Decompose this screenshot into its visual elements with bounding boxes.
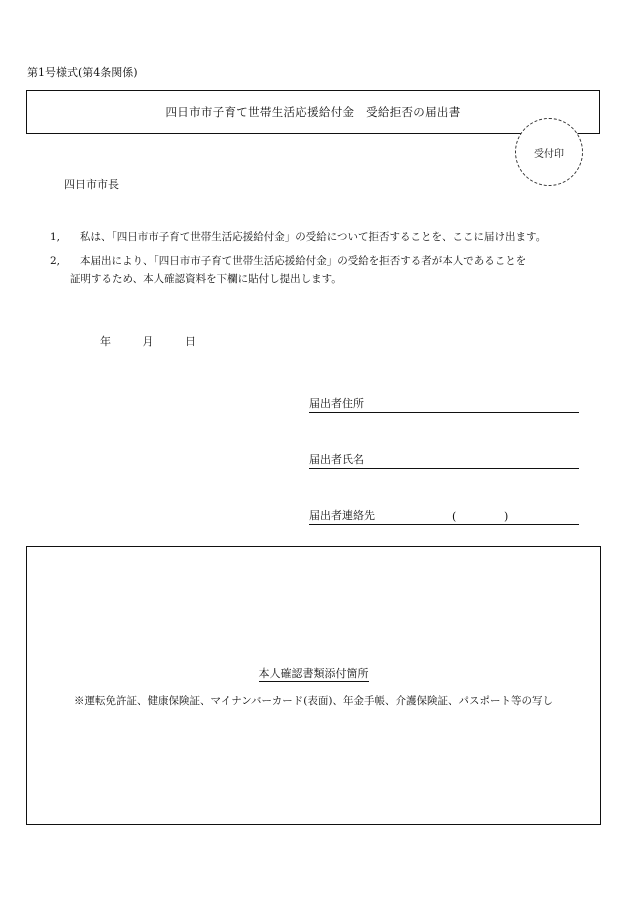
addressee: 四日市市長 — [64, 178, 119, 191]
contact-paren-open: ( — [452, 510, 457, 523]
date-year-label: 年 — [100, 335, 111, 348]
clause-2-text-line-2: 証明するため、本人確認資料を下欄に貼付し提出します。 — [70, 273, 342, 285]
contact-label: 届出者連絡先 — [309, 509, 375, 522]
date-row — [100, 333, 196, 349]
attachment-note: ※運転免許証、健康保険証、マイナンバーカード(表面)、年金手帳、介護保険証、パスポート等の写し — [73, 695, 553, 707]
clause-1-text: 私は、「四日市市子育て世帯生活応援給付金」の受給について拒否することを、ここに届け出ます。 — [80, 231, 547, 243]
name-field[interactable] — [309, 454, 579, 469]
reception-stamp-circle — [515, 118, 583, 186]
clause-2-text-line-1: 本届出により、「四日市市子育て世帯生活応援給付金」の受給を拒否する者が本人であることを — [80, 255, 527, 267]
clause-2-number: 2, — [50, 255, 61, 267]
form-number: 第1号様式(第4条関係) — [27, 66, 138, 79]
contact-paren-close: ) — [504, 510, 509, 523]
date-month-label: 月 — [142, 335, 154, 348]
date-day-label: 日 — [185, 335, 196, 348]
title-box — [26, 90, 600, 134]
attachment-title — [27, 665, 600, 681]
address-field[interactable] — [309, 398, 579, 413]
reception-stamp-label: 受付印 — [534, 149, 564, 160]
id-document-attachment-box — [26, 546, 601, 825]
document-title: 四日市市子育て世帯生活応援給付金 受給拒否の届出書 — [165, 105, 461, 119]
clause-1-number: 1, — [50, 231, 61, 243]
name-label: 届出者氏名 — [309, 453, 364, 466]
contact-field[interactable] — [309, 510, 579, 525]
attachment-title-text: 本人確認書類添付箇所 — [258, 667, 369, 680]
address-label: 届出者住所 — [309, 397, 364, 410]
